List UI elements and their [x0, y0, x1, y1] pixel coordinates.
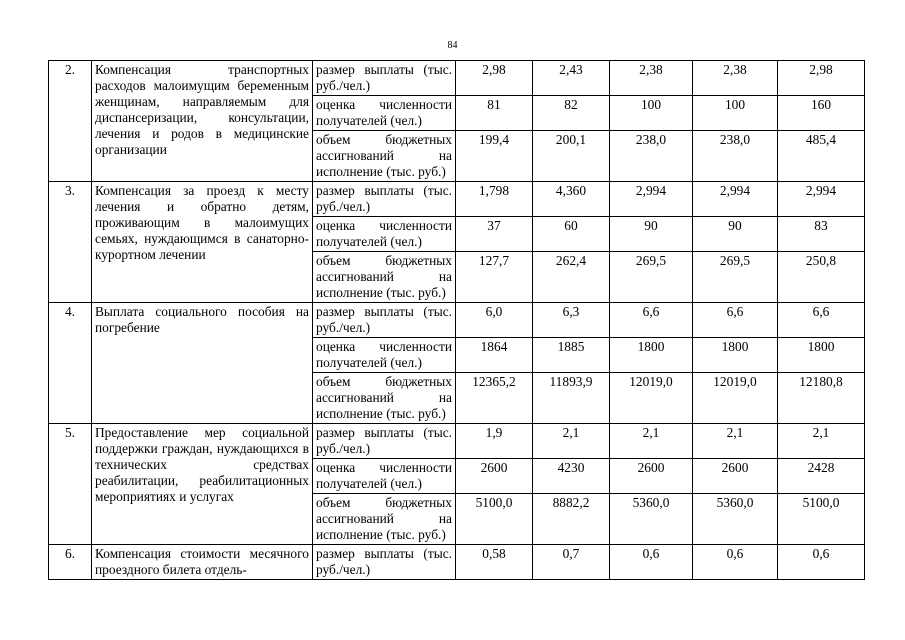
indicator-value: 4,360 [533, 182, 610, 217]
measure-name: Компенсация транспортных расходов малоимущим беременным женщинам, направляемым для диспансеризации, консультации, лечения и родов в медицинские организации [92, 61, 313, 182]
indicator-value: 12365,2 [456, 373, 533, 424]
page-number: 84 [447, 40, 458, 51]
indicator-value: 6,6 [693, 303, 778, 338]
indicator-value: 5360,0 [610, 494, 693, 545]
indicator-label: оценка численности получателей (чел.) [313, 96, 456, 131]
table-body [49, 61, 865, 580]
indicator-value: 6,6 [778, 303, 865, 338]
measure-name: Компенсация за проезд к месту лечения и обратно детям, проживающим в малоимущих семьях, нуждающимся в санаторно-курортном лечении [92, 182, 313, 303]
indicator-value: 262,4 [533, 252, 610, 303]
indicator-value: 90 [610, 217, 693, 252]
indicator-value: 11893,9 [533, 373, 610, 424]
indicator-value: 0,6 [778, 545, 865, 580]
indicator-value: 90 [693, 217, 778, 252]
indicator-value: 2,98 [778, 61, 865, 96]
indicator-label: размер выплаты (тыс. руб./чел.) [313, 303, 456, 338]
indicator-label: размер выплаты (тыс. руб./чел.) [313, 61, 456, 96]
indicator-label: оценка численности получателей (чел.) [313, 217, 456, 252]
indicator-label: объем бюджетных ассигнований на исполнение (тыс. руб.) [313, 373, 456, 424]
table-row [49, 303, 865, 338]
row-number: 2. [49, 61, 92, 182]
indicator-value: 6,3 [533, 303, 610, 338]
indicators-table [48, 60, 865, 580]
indicator-value: 1885 [533, 338, 610, 373]
row-number: 5. [49, 424, 92, 545]
row-number: 6. [49, 545, 92, 580]
indicator-value: 1864 [456, 338, 533, 373]
row-number: 3. [49, 182, 92, 303]
indicator-value: 82 [533, 96, 610, 131]
measure-name: Выплата социального пособия на погребение [92, 303, 313, 424]
indicator-value: 81 [456, 96, 533, 131]
measure-name: Компенсация стоимости месячного проездного билета отдель- [92, 545, 313, 580]
indicator-label: оценка численности получателей (чел.) [313, 338, 456, 373]
indicator-value: 269,5 [610, 252, 693, 303]
indicator-value: 8882,2 [533, 494, 610, 545]
indicator-label: размер выплаты (тыс. руб./чел.) [313, 424, 456, 459]
indicator-value: 200,1 [533, 131, 610, 182]
indicator-value: 160 [778, 96, 865, 131]
indicator-value: 0,58 [456, 545, 533, 580]
indicator-label: объем бюджетных ассигнований на исполнение (тыс. руб.) [313, 252, 456, 303]
indicator-value: 485,4 [778, 131, 865, 182]
table-row [49, 182, 865, 217]
indicator-value: 12019,0 [610, 373, 693, 424]
indicator-label: размер выплаты (тыс. руб./чел.) [313, 545, 456, 580]
indicator-value: 2,1 [533, 424, 610, 459]
indicator-value: 2428 [778, 459, 865, 494]
indicator-value: 269,5 [693, 252, 778, 303]
indicator-value: 1800 [778, 338, 865, 373]
table-row [49, 61, 865, 96]
indicator-value: 60 [533, 217, 610, 252]
indicator-value: 100 [610, 96, 693, 131]
indicator-value: 2600 [610, 459, 693, 494]
indicator-label: объем бюджетных ассигнований на исполнение (тыс. руб.) [313, 131, 456, 182]
indicator-value: 238,0 [693, 131, 778, 182]
indicator-value: 12180,8 [778, 373, 865, 424]
indicator-value: 83 [778, 217, 865, 252]
indicator-value: 0,6 [693, 545, 778, 580]
indicator-value: 5100,0 [778, 494, 865, 545]
indicator-value: 6,6 [610, 303, 693, 338]
indicator-value: 2,38 [693, 61, 778, 96]
indicator-value: 1,798 [456, 182, 533, 217]
indicator-label: оценка численности получателей (чел.) [313, 459, 456, 494]
indicator-value: 1,9 [456, 424, 533, 459]
indicator-value: 2,1 [693, 424, 778, 459]
indicator-value: 2,1 [610, 424, 693, 459]
indicator-value: 0,7 [533, 545, 610, 580]
measure-name: Предоставление мер социальной поддержки граждан, нуждающихся в технических средствах реабилитации, реабилитационных мероприятиях и услугах [92, 424, 313, 545]
table-row [49, 545, 865, 580]
indicator-value: 5360,0 [693, 494, 778, 545]
indicator-value: 2,98 [456, 61, 533, 96]
indicator-value: 12019,0 [693, 373, 778, 424]
indicator-label: объем бюджетных ассигнований на исполнение (тыс. руб.) [313, 494, 456, 545]
indicator-value: 100 [693, 96, 778, 131]
indicator-value: 2,994 [778, 182, 865, 217]
indicator-value: 2600 [693, 459, 778, 494]
indicator-value: 4230 [533, 459, 610, 494]
indicator-value: 250,8 [778, 252, 865, 303]
indicator-value: 2,994 [610, 182, 693, 217]
indicator-value: 2,38 [610, 61, 693, 96]
indicator-value: 2600 [456, 459, 533, 494]
indicator-value: 1800 [610, 338, 693, 373]
indicator-value: 2,994 [693, 182, 778, 217]
table-row [49, 424, 865, 459]
indicator-value: 238,0 [610, 131, 693, 182]
indicator-label: размер выплаты (тыс. руб./чел.) [313, 182, 456, 217]
indicator-value: 5100,0 [456, 494, 533, 545]
indicator-value: 2,1 [778, 424, 865, 459]
indicator-value: 6,0 [456, 303, 533, 338]
indicator-value: 199,4 [456, 131, 533, 182]
indicator-value: 1800 [693, 338, 778, 373]
indicator-value: 37 [456, 217, 533, 252]
indicator-value: 2,43 [533, 61, 610, 96]
indicator-value: 127,7 [456, 252, 533, 303]
row-number: 4. [49, 303, 92, 424]
indicator-value: 0,6 [610, 545, 693, 580]
